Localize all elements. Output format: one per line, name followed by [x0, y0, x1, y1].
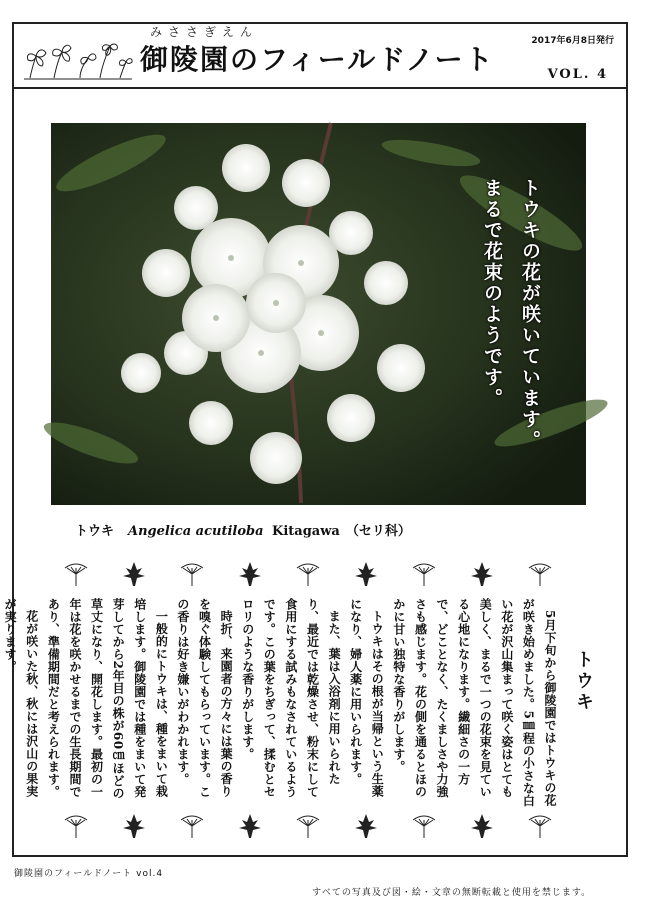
header-divider	[12, 87, 628, 89]
leaf-icon	[468, 812, 496, 840]
photo-caption	[75, 520, 411, 539]
page-title: 御陵園のフィールドノート	[140, 43, 495, 76]
article-paragraph: 5月下旬から御陵園ではトウキの花が咲き始めました。5㎜程の小さな白い花が沢山集まって咲く姿はとても美しく、まるで一つの花束を見ている心地になります。繊細さの一方で、どことなく、たくましさや力強さも感じます。花の側を通るとほのかに甘い独特な香りがします。	[391, 598, 557, 807]
article-body	[3, 598, 560, 808]
umbel-flower-icon	[526, 812, 554, 840]
touki-flower-photo	[51, 123, 586, 505]
article-paragraph: 一般的にトウキは、種をまいて栽培します。御陵園では種をまいて発芽してから2年目の株が60㎝ほどの草丈になり、開花します。最初の一年は花を咲かせるまでの生長期間であり、準備期間だと考えられます。	[46, 598, 169, 800]
title-ruby: みささぎえん	[150, 25, 259, 39]
leaf-icon	[236, 560, 264, 588]
umbel-flower-icon	[294, 560, 322, 588]
article-paragraph: 花が咲いた秋、秋には沢山の果実が実ります。	[3, 598, 39, 798]
umbel-flower-icon	[178, 560, 206, 588]
photo-headline-line2: まるで花束のようです。	[481, 178, 503, 409]
author-name: Kitagawa	[272, 524, 340, 539]
article-title: トウキ	[573, 650, 594, 713]
leaf-icon	[468, 560, 496, 588]
ornament-row-bottom	[62, 812, 582, 840]
leaf-icon	[236, 812, 264, 840]
article-paragraph: 時折、来園者の方々には葉の香りを嗅ぐ体験してもらっています。この香りは好き嫌いがわかれます。	[175, 598, 234, 798]
umbel-flower-icon	[294, 812, 322, 840]
umbel-flower-icon	[178, 812, 206, 840]
umbel-flower-icon	[526, 560, 554, 588]
plant-family: （セリ科）	[345, 524, 411, 539]
leaf-icon	[352, 812, 380, 840]
issue-date: 2017年6月8日発行	[531, 36, 614, 46]
common-name: トウキ	[75, 524, 115, 539]
article-paragraph: また、葉は入浴剤に用いられたり、最近では乾燥させ、粉末にして食用にする試みもなされているようです。この葉をちぎって、揉むとセロリのような香りがします。	[240, 598, 342, 798]
umbel-flower-icon	[62, 560, 90, 588]
footer-publication: 御陵園のフィールドノート vol.4	[14, 869, 164, 879]
latin-name: Angelica acutiloba	[128, 524, 264, 539]
ornament-row-top	[62, 560, 582, 588]
footer-copyright: すべての写真及び図・絵・文章の無断転載と使用を禁じます。	[312, 888, 592, 898]
leaf-icon	[352, 560, 380, 588]
leaf-icon	[120, 812, 148, 840]
article-paragraph: トウキはその根が当帰という生薬になり、婦人薬に用いられます。	[348, 598, 385, 798]
flower-illustration	[51, 123, 586, 505]
umbel-flower-icon	[410, 560, 438, 588]
volume-label: VOL. 4	[547, 67, 608, 82]
flower-sketch-icon	[22, 38, 134, 80]
leaf-icon	[120, 560, 148, 588]
umbel-flower-icon	[62, 812, 90, 840]
umbel-flower-icon	[410, 812, 438, 840]
photo-headline-line1: トウキの花が咲いています。	[519, 178, 541, 451]
